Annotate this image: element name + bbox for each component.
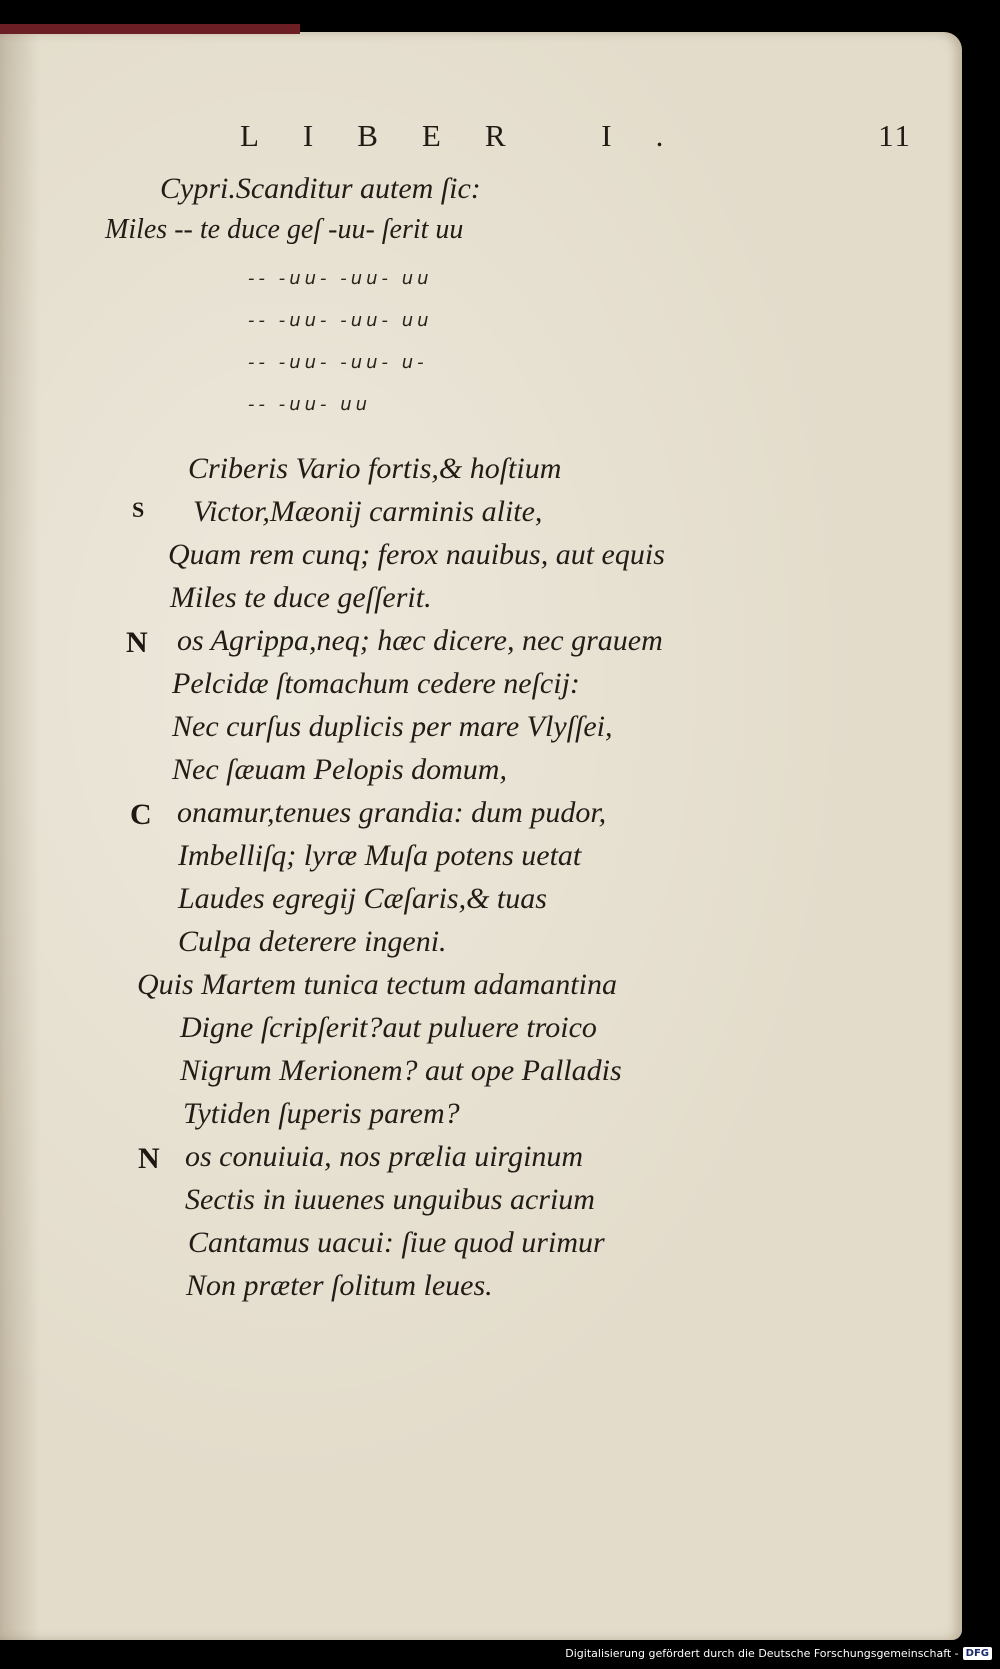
verse-line: Tytiden ſuperis parem? [183,1097,460,1130]
running-header [240,118,912,154]
verse-line: os conuiuia, nos prælia uirginum [185,1140,584,1173]
binding-strip [0,24,300,34]
scansion-row: -- -uu- uu [248,394,372,415]
verse-line: Nec ſæuam Pelopis domum, [172,753,507,786]
initial-s: S [132,497,145,522]
scansion-row: -- -uu- -uu- u- [248,352,428,373]
verse-line: Nigrum Merionem? aut ope Palladis [180,1054,622,1087]
initial-n: N [138,1142,160,1175]
initial-n: N [126,626,148,659]
verse-line: Nec curſus duplicis per mare Vlyſſei, [172,710,613,743]
verse-line: Culpa deterere ingeni. [178,925,447,958]
scansion-row: -- -uu- -uu- uu [248,268,433,289]
verse-line: Criberis Vario fortis,& hoſtium [188,452,562,485]
intro-line: Cypri.Scanditur autem ſic: [160,172,481,205]
scansion-row: -- -uu- -uu- uu [248,310,433,331]
verse-line: Imbelliſq; lyræ Muſa potens uetat [178,839,582,872]
verse-line: onamur,tenues grandia: dum pudor, [177,796,607,829]
book-page [0,32,962,1640]
credit-text: Digitalisierung gefördert durch die Deutsche Forschungsgemeinschaft - [565,1646,959,1660]
digitization-credit [565,1643,992,1663]
verse-line: Cantamus uacui: ſiue quod urimur [188,1226,605,1259]
scansion-lead: Miles -- te duce geſ -uu- ſerit uu [105,214,464,245]
dfg-logo-icon: DFG [963,1647,992,1660]
verse-line: Digne ſcripſerit?aut puluere troico [180,1011,597,1044]
initial-c: C [130,798,152,831]
verse-line: Non præter ſolitum leues. [186,1269,493,1302]
verse-line: Laudes egregij Cæſaris,& tuas [178,882,547,915]
verse-line: Victor,Mæonij carminis alite, [193,495,543,528]
verse-line: Sectis in iuuenes unguibus acrium [185,1183,595,1216]
verse-line: Miles te duce geſſerit. [170,581,432,614]
verse-line: Pelcidæ ſtomachum cedere neſcij: [172,667,580,700]
folio-number: 11 [878,118,912,153]
verse-line: Quis Martem tunica tectum adamantina [137,968,617,1001]
running-title: LIBER I. [240,118,708,153]
verse-line: Quam rem cunq; ferox nauibus, aut equis [168,538,665,571]
verse-line: os Agrippa,neq; hæc dicere, nec grauem [177,624,663,657]
